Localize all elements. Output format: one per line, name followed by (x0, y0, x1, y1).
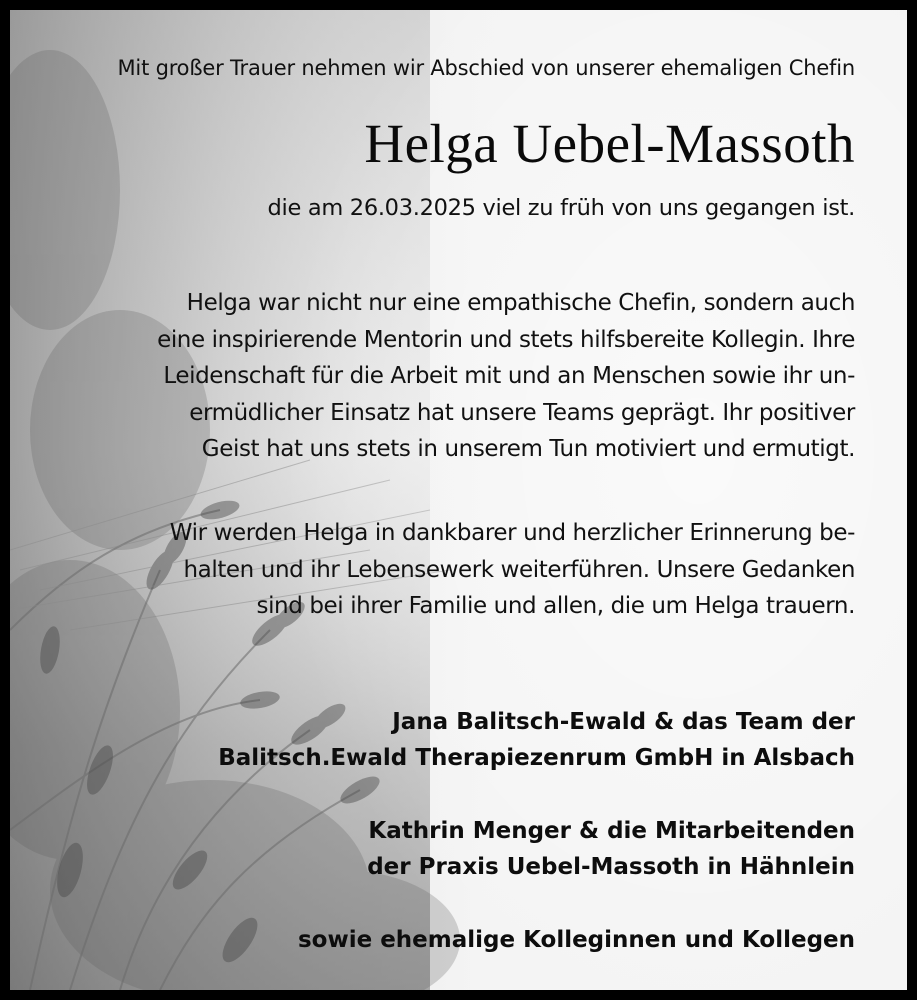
signatory-line: Jana Balitsch-Ewald & das Team der (392, 709, 855, 735)
signatory-line: Kathrin Menger & die Mitarbeitenden (368, 818, 855, 844)
deceased-name: Helga Uebel-Massoth (364, 113, 855, 174)
tribute-paragraph-2 (170, 515, 855, 625)
paragraph-line: ermüdlicher Einsatz hat unsere Teams geprägt. Ihr positiver (189, 399, 855, 426)
paragraph-line: Geist hat uns stets in unserem Tun motiviert und ermutigt. (201, 436, 855, 462)
tribute-paragraph-1 (157, 285, 855, 468)
signatory-group-2 (367, 813, 855, 885)
paragraph-line: eine inspirierende Mentorin und stets hilfsbereite Kollegin. Ihre (157, 326, 855, 353)
intro-line: Mit großer Trauer nehmen wir Abschied von unserer ehemaligen Chefin (117, 56, 855, 80)
signatory-group-1 (218, 704, 855, 776)
paragraph-line: Helga war nicht nur eine empathische Chefin, sondern auch (186, 290, 855, 316)
signatory-line: Balitsch.Ewald Therapiezenrum GmbH in Alsbach (218, 745, 855, 771)
paragraph-line: halten und ihr Lebensewerk weiterführen. Unsere Gedanken (183, 556, 855, 583)
paragraph-line: Leidenschaft für die Arbeit mit und an Menschen sowie ihr un- (163, 363, 855, 389)
signatory-line: sowie ehemalige Kolleginnen und Kollegen (297, 927, 855, 953)
date-of-death-line: die am 26.03.2025 viel zu früh von uns gegangen ist. (267, 195, 855, 221)
paragraph-line: Wir werden Helga in dankbarer und herzlicher Erinnerung be- (169, 520, 855, 546)
signatory-group-3 (298, 922, 855, 958)
signatory-line: der Praxis Uebel-Massoth in Hähnlein (367, 854, 855, 880)
paragraph-line: sind bei ihrer Familie und allen, die um Helga trauern. (256, 593, 855, 619)
